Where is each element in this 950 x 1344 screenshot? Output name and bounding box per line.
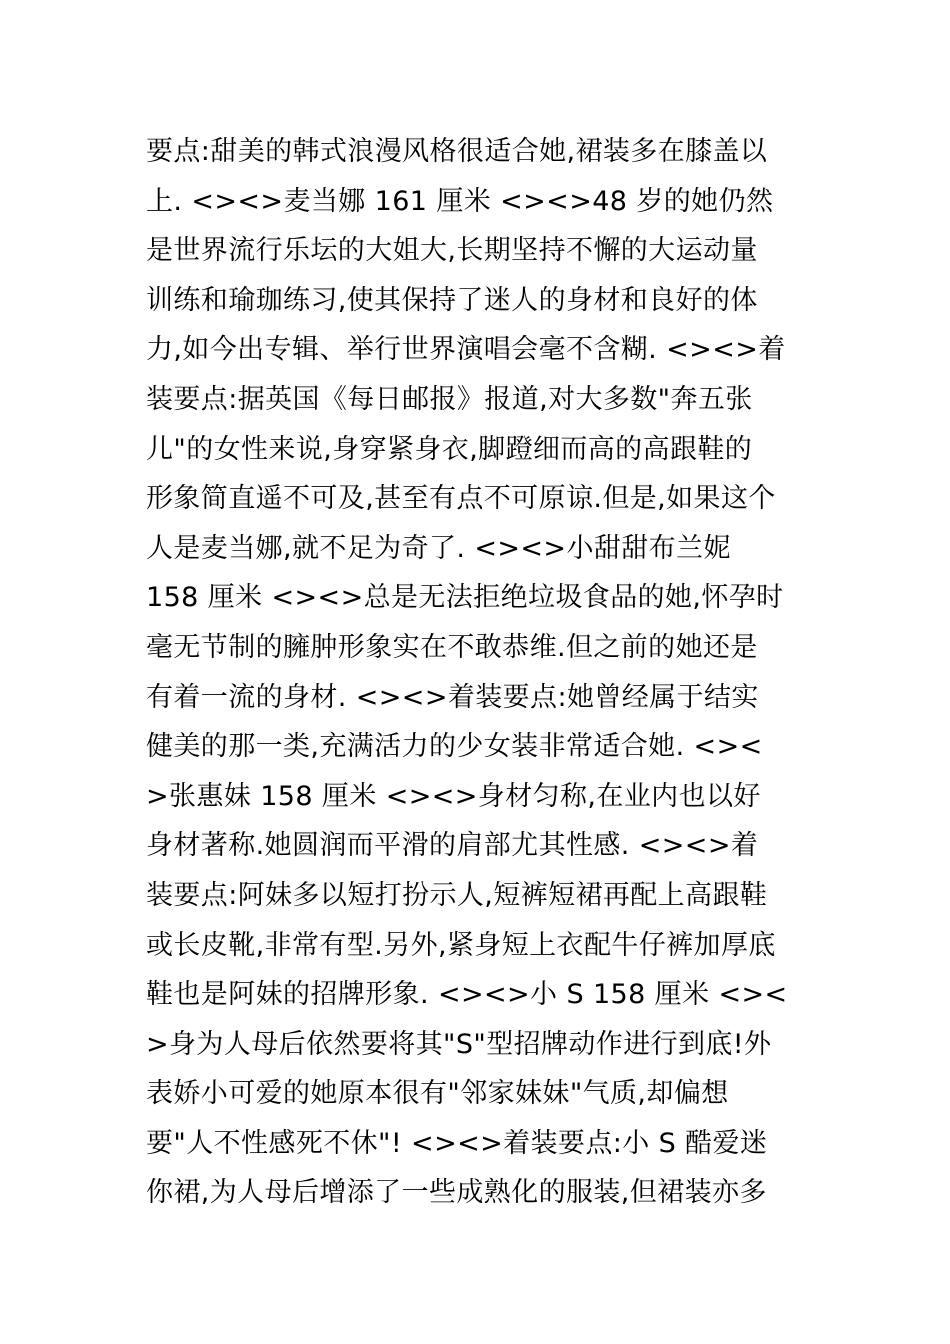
text-line-12: 有着一流的身材. <><>着装要点:她曾经属于结实 xyxy=(146,681,759,713)
text-line-16: 装要点:阿妹多以短打扮示人,短裤短裙再配上高跟鞋 xyxy=(146,879,768,911)
text-line-21: 要"人不性感死不休"! <><>着装要点:小 S 酷爱迷 xyxy=(146,1127,768,1159)
text-line-22: 你裙,为人母后增添了一些成熟化的服装,但裙装亦多 xyxy=(146,1177,767,1209)
text-line-15: 身材著称.她圆润而平滑的肩部尤其性感. <><>着 xyxy=(146,830,759,862)
text-line-9: 人是麦当娜,就不足为奇了. <><>小甜甜布兰妮 xyxy=(146,532,731,564)
text-line-2: 上. <><>麦当娜 161 厘米 <><>48 岁的她仍然 xyxy=(146,185,774,217)
text-line-1: 要点:甜美的韩式浪漫风格很适合她,裙装多在膝盖以 xyxy=(146,136,768,167)
text-line-14: >张惠妹 158 厘米 <><>身材匀称,在业内也以好 xyxy=(146,780,761,812)
text-line-13: 健美的那一类,充满活力的少女装非常适合她. <>< xyxy=(146,731,763,763)
text-line-6: 装要点:据英国《每日邮报》报道,对大多数"奔五张 xyxy=(146,383,753,415)
text-line-17: 或长皮靴,非常有型.另外,紧身短上衣配牛仔裤加厚底 xyxy=(146,929,776,961)
text-line-3: 是世界流行乐坛的大姐大,长期坚持不懈的大运动量 xyxy=(146,235,758,267)
text-line-10: 158 厘米 <><>总是无法拒绝垃圾食品的她,怀孕时 xyxy=(146,582,784,614)
text-line-4: 训练和瑜珈练习,使其保持了迷人的身材和良好的体 xyxy=(146,284,758,316)
text-line-19: >身为人母后依然要将其"S"型招牌动作进行到底!外 xyxy=(146,1028,772,1060)
text-line-5: 力,如今出专辑、举行世界演唱会毫不含糊. <><>着 xyxy=(146,334,786,366)
text-line-8: 形象简直遥不可及,甚至有点不可原谅.但是,如果这个 xyxy=(146,483,776,515)
text-line-11: 毫无节制的臃肿形象实在不敢恭维.但之前的她还是 xyxy=(146,631,758,663)
body-text xyxy=(146,127,816,1218)
text-line-18: 鞋也是阿妹的招牌形象. <><>小 S 158 厘米 <>< xyxy=(146,979,788,1011)
text-line-20: 表娇小可爱的她原本很有"邻家妹妹"气质,却偏想 xyxy=(146,1078,729,1110)
text-line-7: 儿"的女性来说,身穿紧身衣,脚蹬细而高的高跟鞋的 xyxy=(146,433,753,465)
